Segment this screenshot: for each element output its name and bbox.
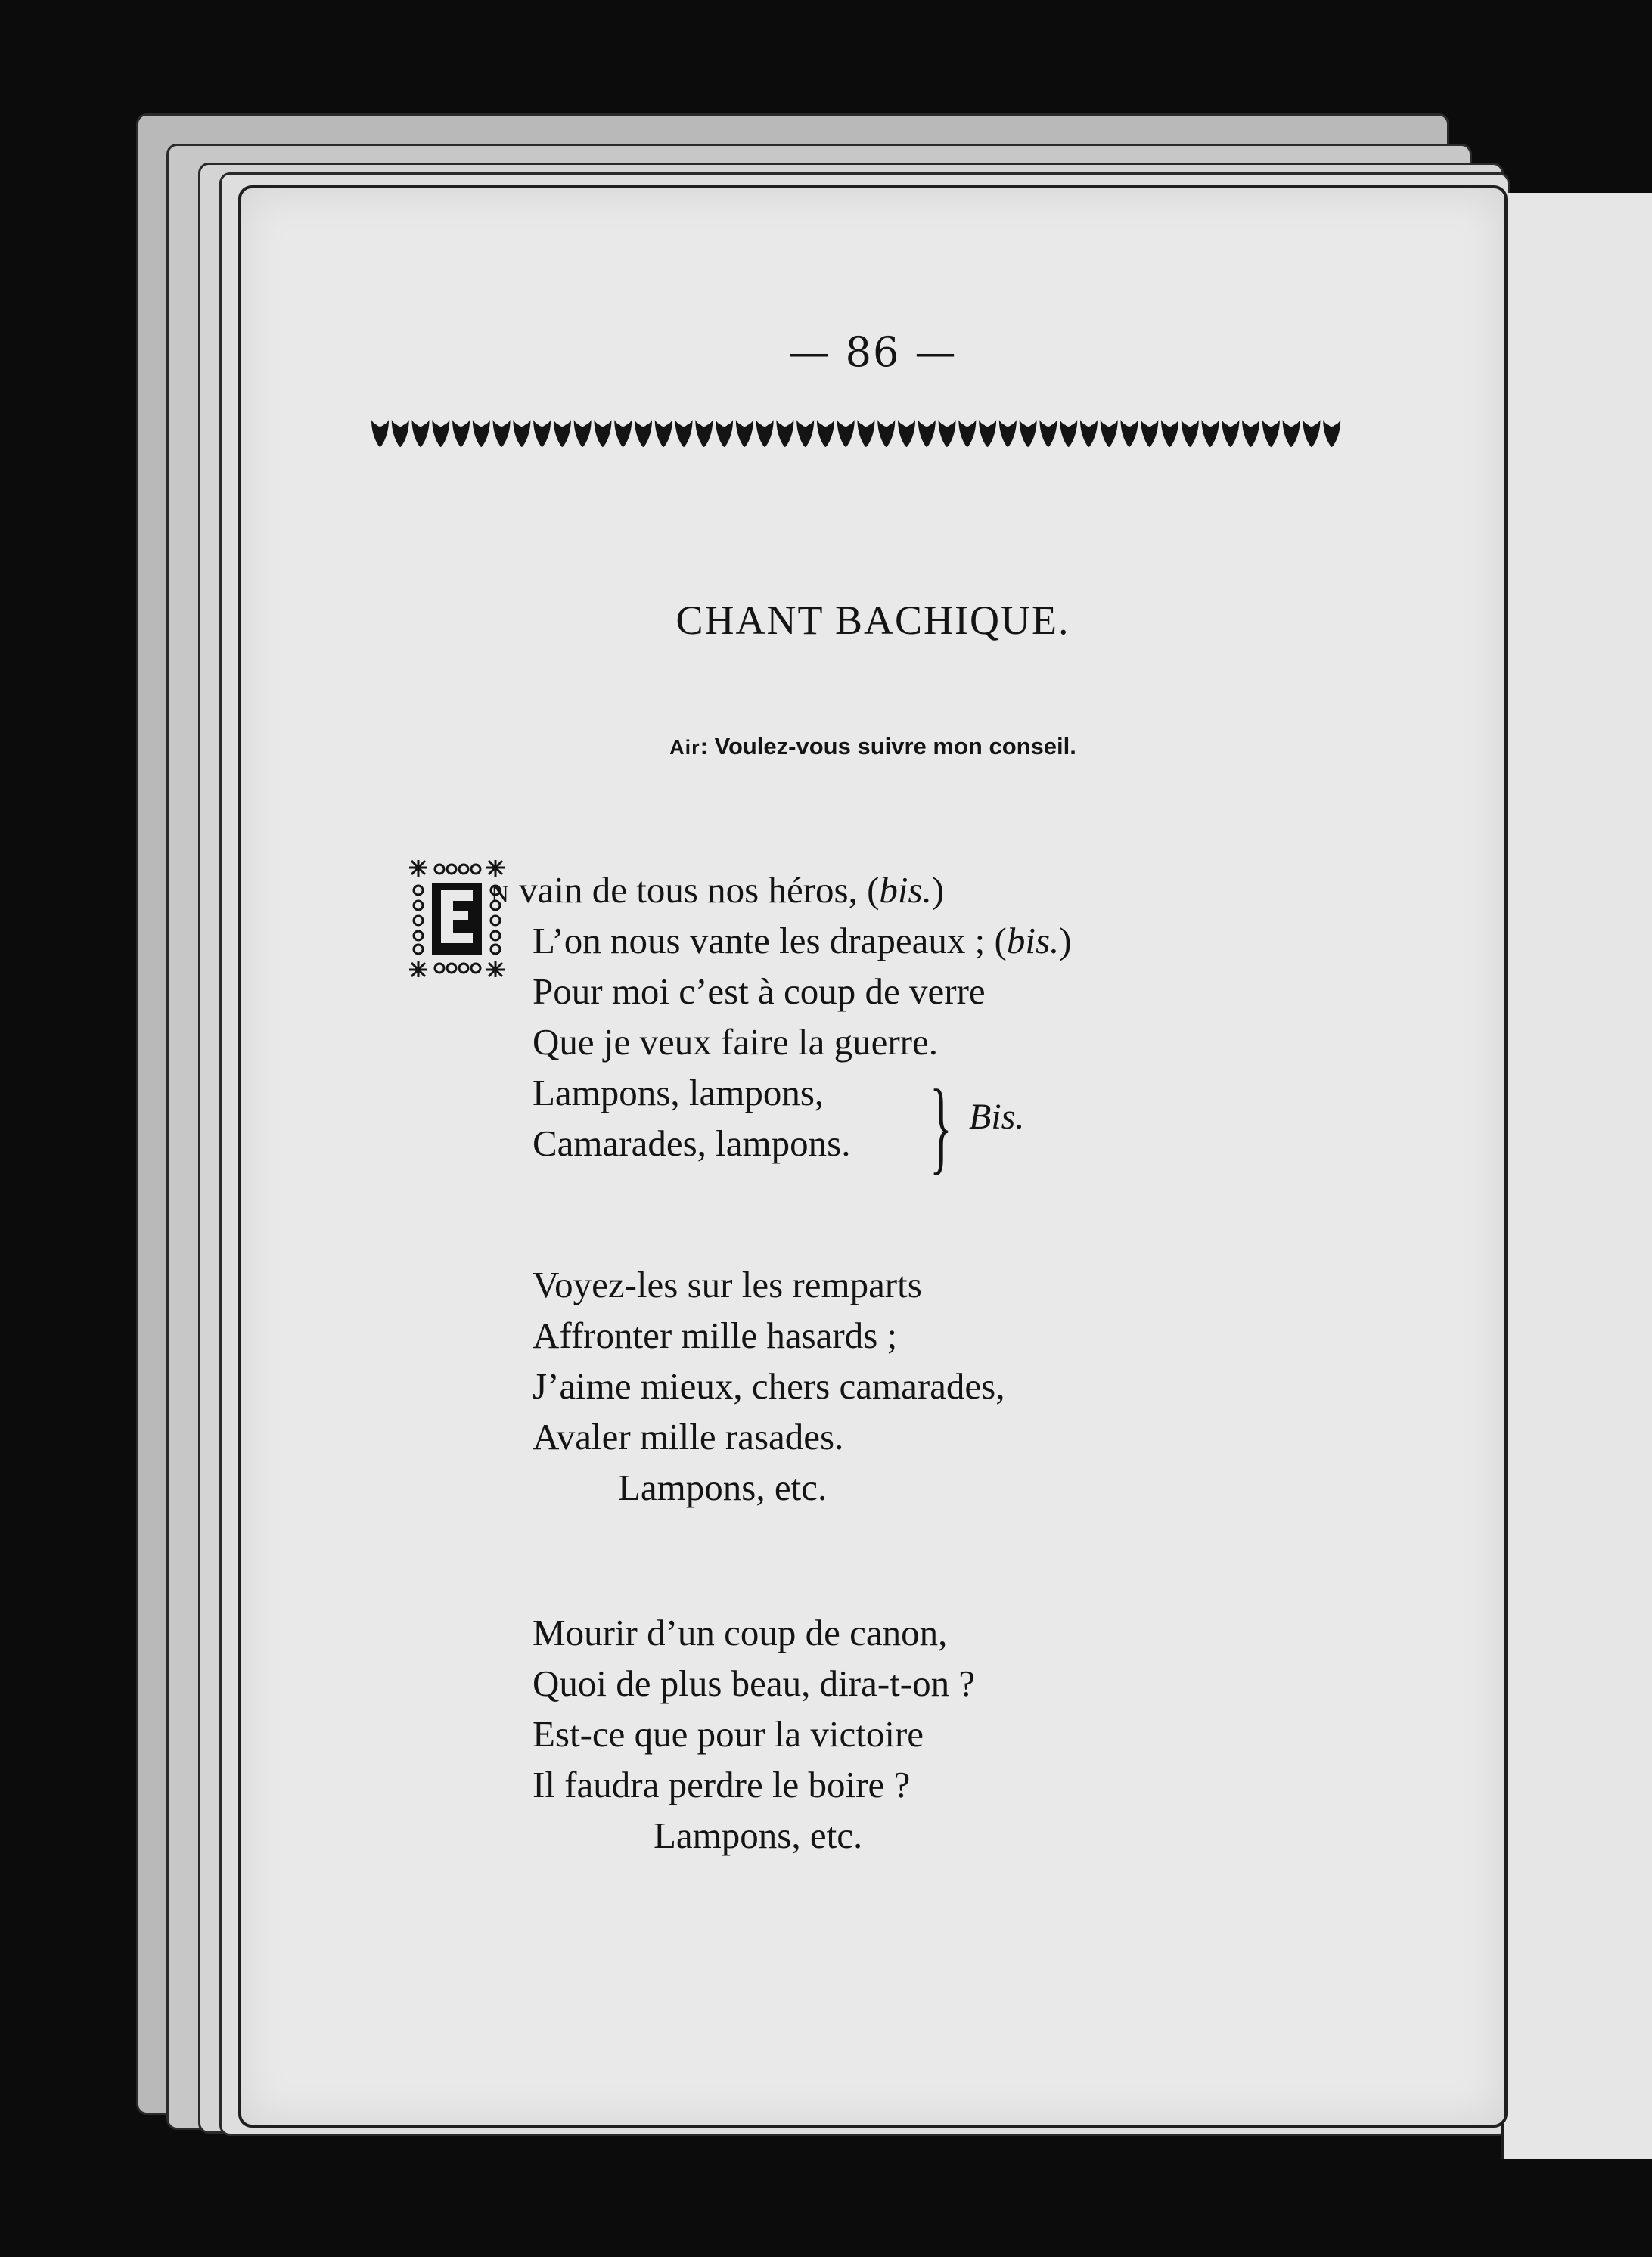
ornament-dot (902, 419, 910, 427)
ornament-dot (1146, 419, 1154, 427)
verse-line: Voyez-les sur les remparts (533, 1264, 922, 1305)
verse-line: N vain de tous nos héros, (bis.) (491, 869, 945, 911)
verse-line: Avaler mille rasades. (533, 1416, 844, 1458)
verse-line: J’aime mieux, chers camarades, (533, 1365, 1005, 1407)
ornament-dot (396, 419, 404, 427)
ornament-dot (781, 419, 789, 427)
ornament-dot (862, 419, 870, 427)
repeat-brace: } (930, 1068, 952, 1184)
ornament-dot (599, 419, 607, 427)
ornament-dot (1085, 419, 1092, 427)
ornament-dot (660, 419, 667, 427)
ornament-dot (1267, 419, 1275, 427)
ornament-dot (883, 419, 890, 427)
tune-indication (241, 733, 1504, 760)
ornament-dot (680, 419, 688, 427)
ornament-dot (376, 419, 384, 427)
ornament-dot (943, 419, 951, 427)
verse-line: Est-ce que pour la victoire (533, 1713, 924, 1755)
ornament-dot (1045, 419, 1052, 427)
ornamental-rule (370, 414, 1342, 450)
verse-line: Affronter mille hasards ; (533, 1315, 898, 1356)
verse-line: Pour moi c’est à coup de verre (533, 970, 986, 1012)
ornament-dot (1206, 419, 1214, 427)
repeat-mark: Bis. (969, 1097, 1025, 1137)
ornament-dot (821, 419, 829, 427)
verse-line: Que je veux faire la guerre. (533, 1021, 938, 1063)
ornament-dot (417, 419, 424, 427)
ornament-dot (518, 419, 526, 427)
ornament-dot (539, 419, 546, 427)
refrain-line: Camarades, lampons. (533, 1122, 851, 1164)
air-tune: Voulez-vous suivre mon conseil. (714, 733, 1076, 759)
verse-line: L’on nous vante les drapeaux ; (bis.) (533, 920, 1072, 961)
ornament-dot (477, 419, 485, 427)
ornament-dot (761, 419, 769, 427)
verse-line: Il faudra perdre le boire ? (533, 1764, 911, 1805)
ornament-dot (1328, 419, 1336, 427)
air-colon: : (700, 733, 708, 759)
ornament-dot (1186, 419, 1194, 427)
ornament-dot (1004, 419, 1011, 427)
ornament-dot (639, 419, 647, 427)
song-title: CHANT BACHIQUE. (675, 598, 1070, 643)
initial-continuation: N (491, 881, 510, 908)
ornament-dot (558, 419, 566, 427)
facing-page-edge (1501, 193, 1652, 2159)
ornament-dot (964, 419, 971, 427)
ornament-dot (1227, 419, 1234, 427)
ornament-dot (498, 419, 505, 427)
ornament-dot (842, 419, 849, 427)
refrain-line: Lampons, etc. (618, 1467, 828, 1508)
air-label: Air (669, 736, 700, 759)
refrain-line: Lampons, lampons, (533, 1072, 824, 1113)
ornament-dot (437, 419, 445, 427)
ornament-dot (720, 419, 728, 427)
ornament-dot (1247, 419, 1255, 427)
ornament-dot (457, 419, 464, 427)
refrain-line: Lampons, etc. (654, 1815, 863, 1856)
verse-line: Mourir d’un coup de canon, (533, 1612, 948, 1653)
ornament-dot (1024, 419, 1032, 427)
ornament-dot (984, 419, 992, 427)
ornament-dot (1065, 419, 1073, 427)
ornament-dot (1287, 419, 1295, 427)
ornament-dot (1166, 419, 1173, 427)
ornament-dot (923, 419, 930, 427)
page-number: — 86 — (788, 328, 958, 376)
ornament-dot (1308, 419, 1315, 427)
ornament-dot (700, 419, 708, 427)
ornament-dot (741, 419, 748, 427)
book-page (238, 185, 1508, 2128)
ornament-dot (579, 419, 586, 427)
verse-line: Quoi de plus beau, dira-t-on ? (533, 1662, 976, 1704)
ornament-dot (620, 419, 627, 427)
ornament-dot (802, 419, 809, 427)
ornament-dot (1105, 419, 1113, 427)
ornament-dot (1126, 419, 1133, 427)
